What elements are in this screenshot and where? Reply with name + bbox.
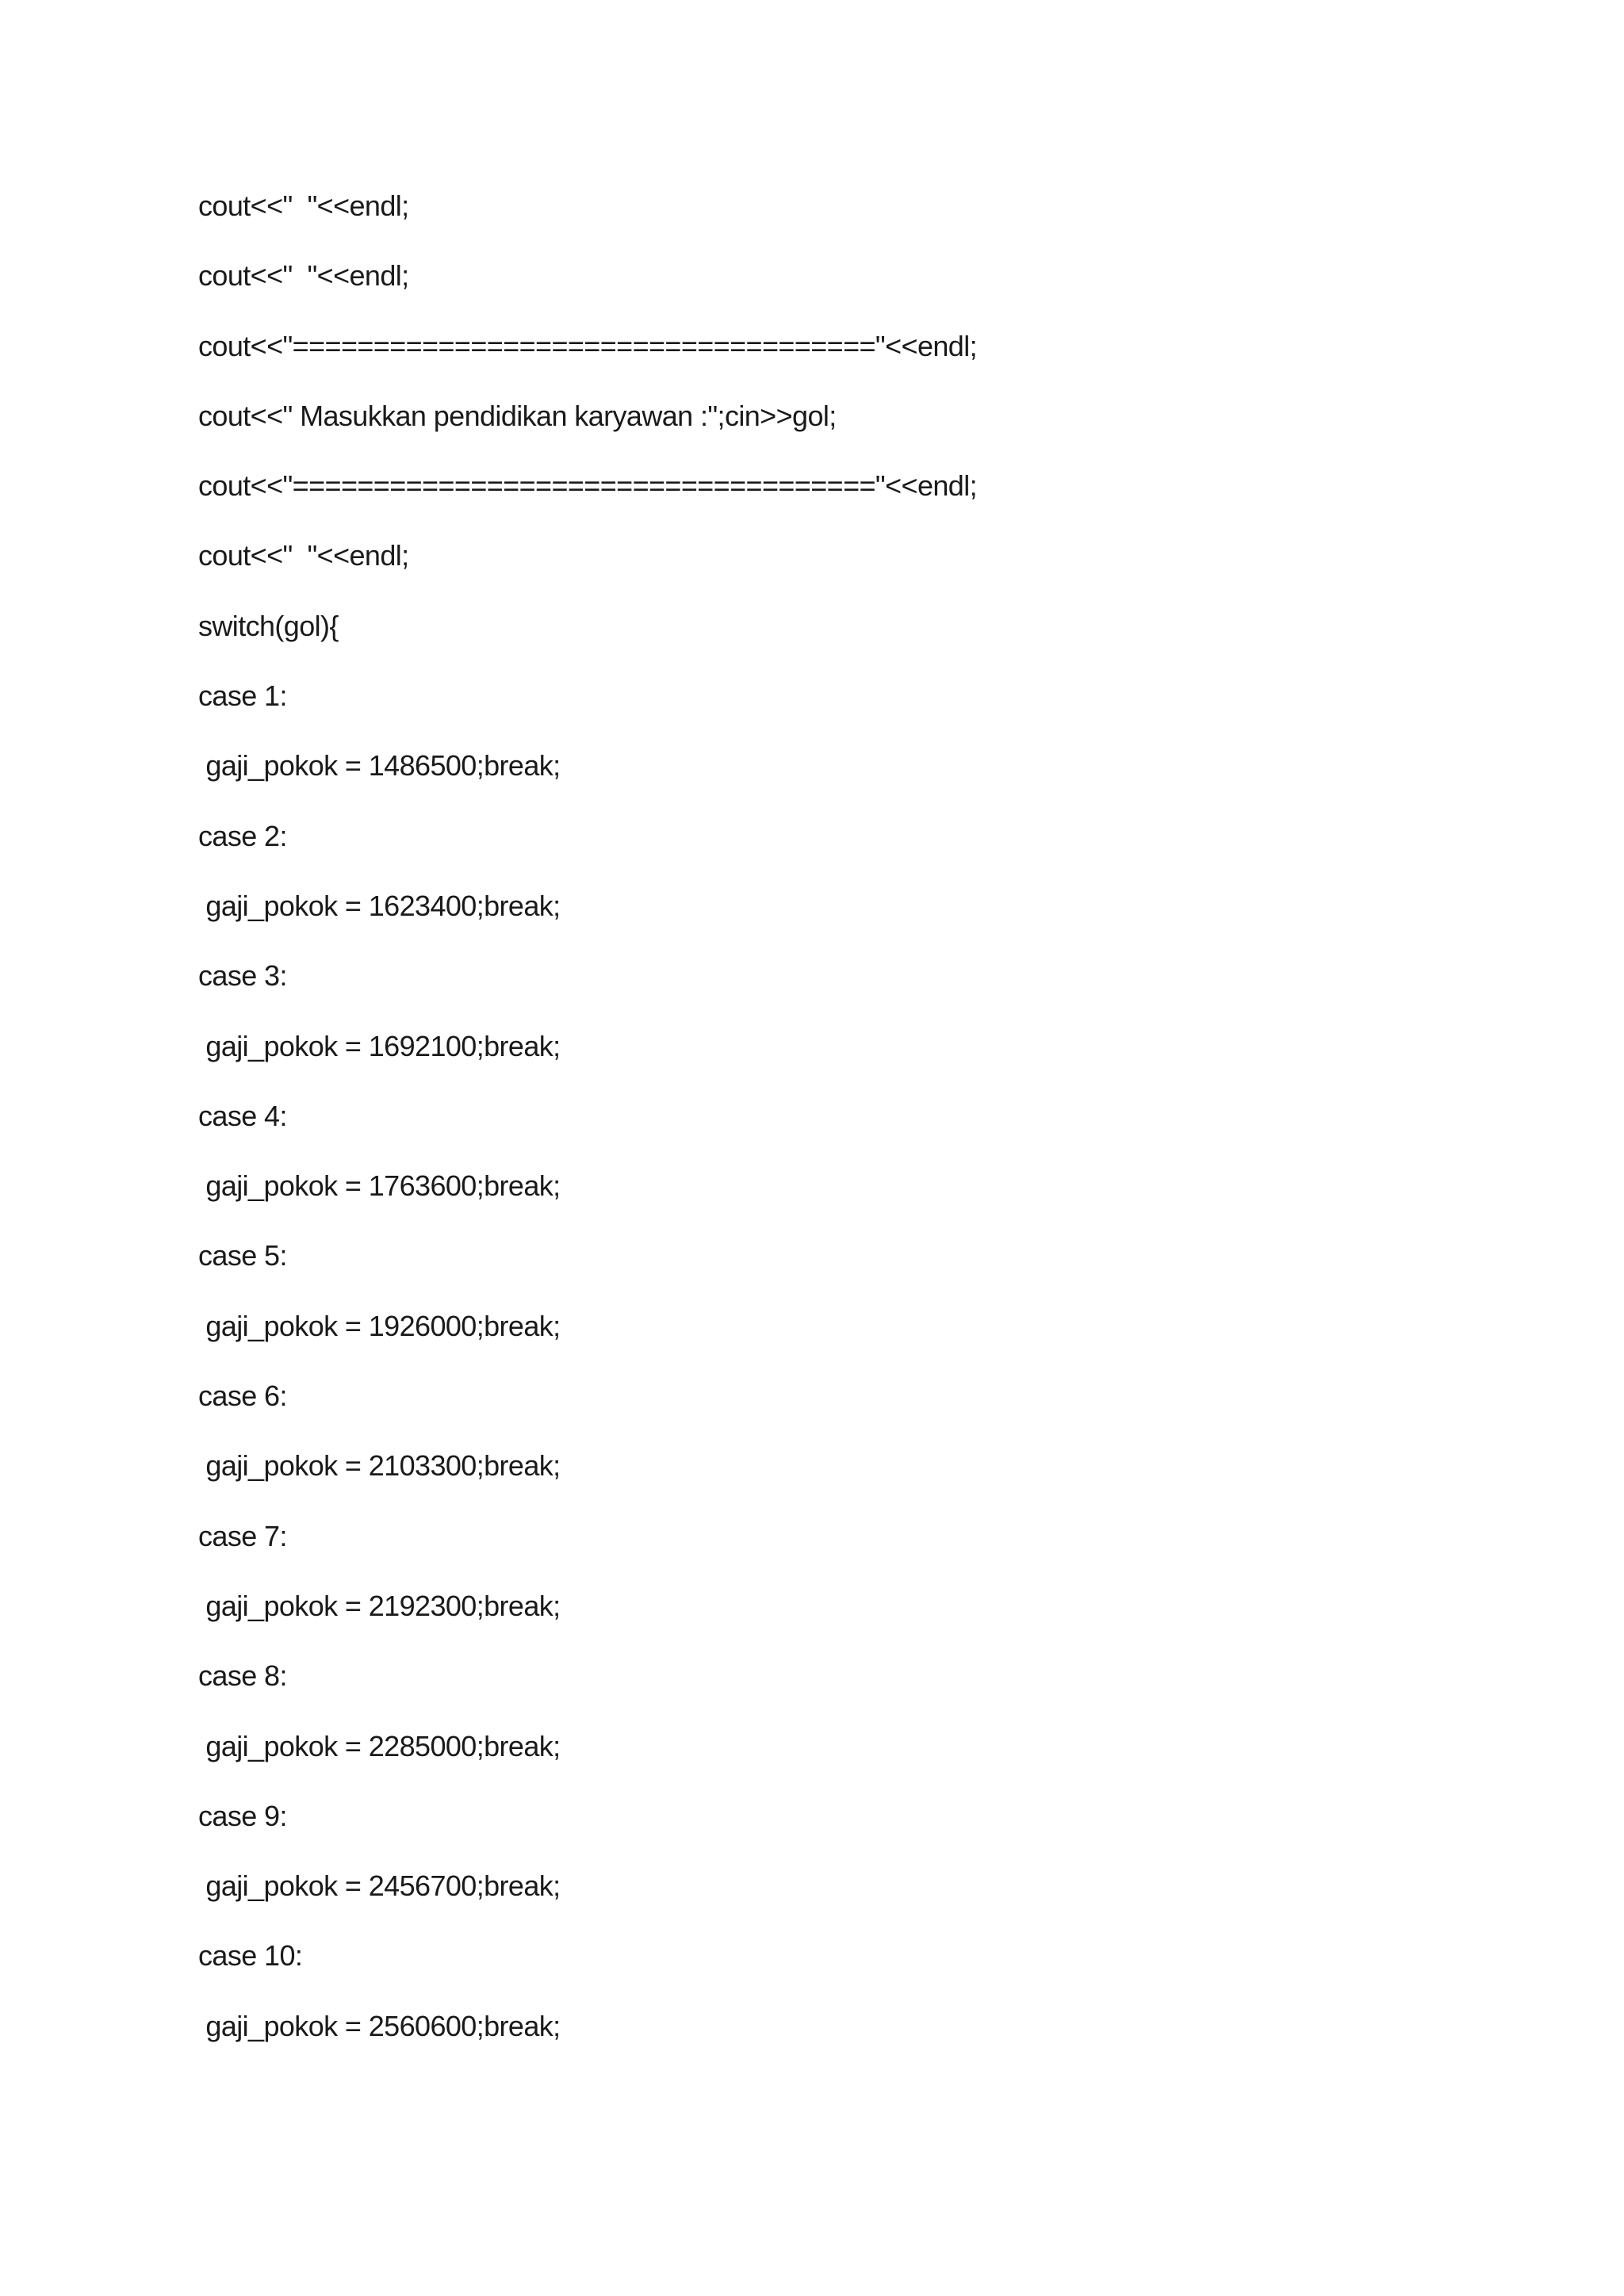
code-line: gaji_pokok = 1623400;break; — [198, 889, 561, 922]
code-line: case 2: — [198, 819, 287, 852]
code-line: case 7: — [198, 1519, 287, 1552]
code-line: case 3: — [198, 959, 287, 993]
code-line: case 4: — [198, 1099, 287, 1132]
code-line: cout<<"===================================="<<endl; — [198, 469, 978, 503]
code-line: case 9: — [198, 1799, 287, 1832]
code-line: case 6: — [198, 1380, 287, 1413]
code-line: case 1: — [198, 679, 287, 713]
code-line: cout<<" "<<endl; — [198, 539, 409, 572]
code-line: gaji_pokok = 1926000;break; — [198, 1309, 561, 1342]
code-line: cout<<" "<<endl; — [198, 189, 409, 222]
code-line: case 5: — [198, 1239, 287, 1272]
code-line: gaji_pokok = 2285000;break; — [198, 1729, 561, 1762]
code-line: switch(gol){ — [198, 609, 339, 642]
code-line: gaji_pokok = 2103300;break; — [198, 1449, 561, 1483]
code-line: gaji_pokok = 1486500;break; — [198, 749, 561, 783]
code-line: gaji_pokok = 1763600;break; — [198, 1169, 561, 1203]
code-line: gaji_pokok = 1692100;break; — [198, 1029, 561, 1062]
code-line: gaji_pokok = 2456700;break; — [198, 1869, 561, 1903]
code-line: cout<<" "<<endl; — [198, 259, 409, 293]
code-line: gaji_pokok = 2560600;break; — [198, 2009, 561, 2042]
code-line: cout<<" Masukkan pendidikan karyawan :";cin>>gol; — [198, 399, 837, 432]
code-line: gaji_pokok = 2192300;break; — [198, 1589, 561, 1622]
code-line: case 8: — [198, 1659, 287, 1693]
code-listing — [198, 189, 1507, 2079]
code-line: cout<<"===================================="<<endl; — [198, 329, 978, 362]
code-line: case 10: — [198, 1939, 303, 1973]
